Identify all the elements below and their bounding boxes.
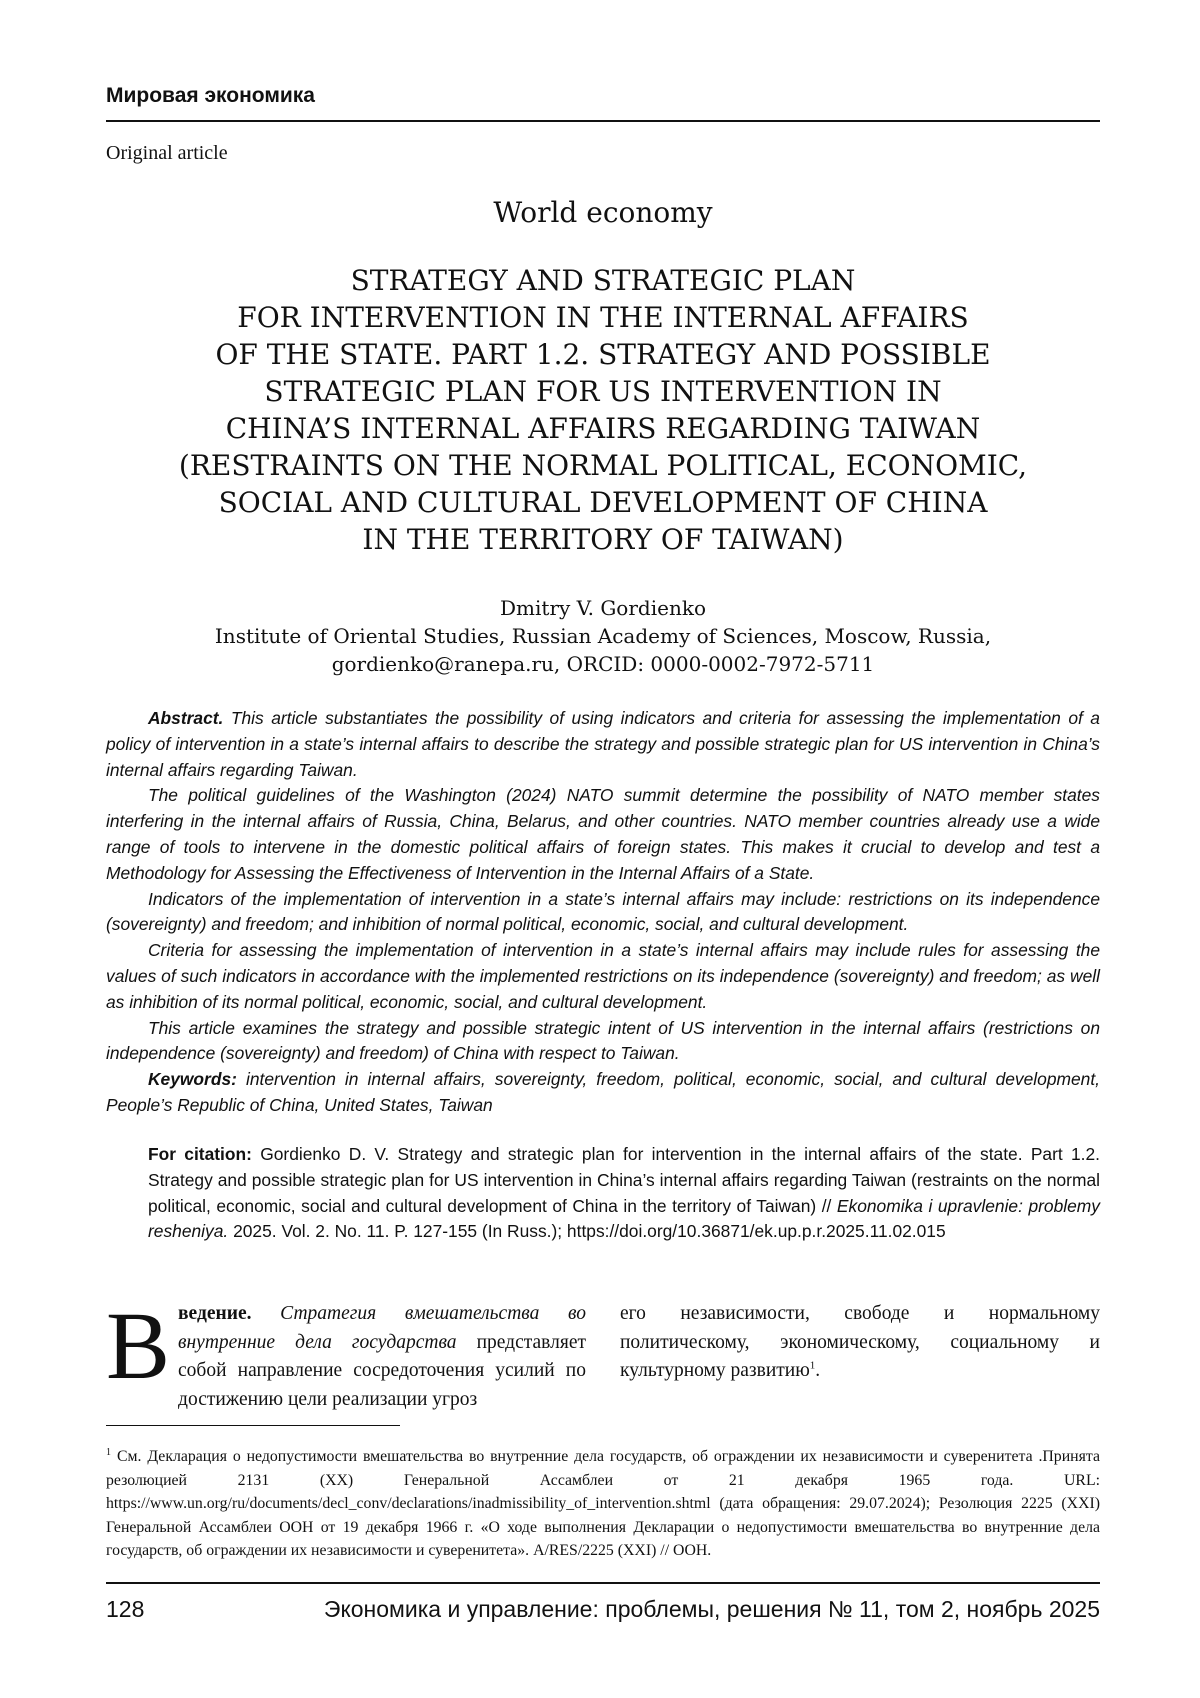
footnote-mark: 1 (106, 1447, 111, 1458)
abstract-label: Abstract. (148, 708, 223, 728)
journal-footer: Экономика и управление: проблемы, решения № 11, том 2, ноябрь 2025 (324, 1596, 1100, 1623)
title-line: SOCIAL AND CULTURAL DEVELOPMENT OF CHINA (106, 484, 1100, 521)
running-head: Мировая экономика (106, 84, 315, 108)
page-number: 128 (106, 1596, 144, 1623)
author-block (106, 594, 1100, 678)
title-line: STRATEGIC PLAN FOR US INTERVENTION IN (106, 373, 1100, 410)
keywords (106, 1067, 1100, 1119)
title-line: STRATEGY AND STRATEGIC PLAN (106, 262, 1100, 299)
abstract-paragraph (106, 706, 1100, 783)
title-line: (RESTRAINTS ON THE NORMAL POLITICAL, ECONOMIC, (106, 447, 1100, 484)
abstract-paragraph: Indicators of the implementation of intervention in a state’s internal affairs may include: restrictions on its independence (sovereignty) and freedom; and inhibition of normal political, economic, social, and cultural development. (106, 887, 1100, 939)
citation (148, 1142, 1100, 1245)
abstract-paragraph: Criteria for assessing the implementation of intervention in a state’s internal affairs may include rules for assessing the values of such indicators in accordance with the implemented restrictions on its independence (sovereignty) and freedom; as well as inhibition of its normal political, economic, social, and cultural development. (106, 938, 1100, 1015)
article-title (106, 262, 1100, 558)
intro-emphasis: Стратегия вмешательства во внутренние дела государства (178, 1303, 586, 1353)
citation-text: Gordienko D. V. Strategy and strategic plan for intervention in the internal affairs of the state. Part 1.2. Strategy and possible strategic plan for US intervention in China’s internal affairs regarding Taiwan (restraints on the normal political, economic, social and cultural development of China in the territory of Taiwan) // (148, 1144, 1100, 1216)
citation-details: 2025. Vol. 2. No. 11. P. 127-155 (In Russ.); https://doi.org/10.36871/ek.up.p.r.2025.11.02.015 (233, 1221, 946, 1241)
body-column-left (106, 1300, 586, 1414)
intro-text: представляет собой направление сосредоточения усилий по достижению цели реализации угроз (178, 1332, 586, 1410)
abstract-text: This article substantiates the possibility of using indicators and criteria for assessing the implementation of a policy of intervention in a state’s internal affairs to describe the strategy and possible strategic plan for US intervention in China’s internal affairs regarding Taiwan. (106, 708, 1100, 780)
author-name: Dmitry V. Gordienko (106, 594, 1100, 622)
body-text: его независимости, свободе и нормальному политическому, экономическому, социальному и культурному развитию (620, 1303, 1100, 1381)
header-rule (106, 120, 1100, 122)
citation-label: For citation: (148, 1144, 252, 1164)
body-column-right (620, 1300, 1100, 1386)
intro-lead: ведение. (178, 1303, 251, 1324)
footnote (106, 1445, 1100, 1563)
article-type: Original article (106, 142, 228, 165)
footnote-text: См. Декларация о недопустимости вмешательства во внутренние дела государств, об ограждении их независимости и суверенитета .Принята резолюцией 2131 (XX) Генеральной Ассамблеи от 21 декабря 1965 года. URL: https://www.un.org/ru/documents/decl_conv/declarations/inadmissibility_of_intervention.shtml (дата обращения: 29.07.2024); Резолюция 2225 (XXI) Генеральной Ассамблеи ООН от 19 декабря 1966 г. «О ходе выполнения Декларации о недопустимости вмешательства во внутренние дела государств, об ограждении их независимости и суверенитета». A/RES/2225 (XXI) // ООН. (106, 1448, 1100, 1559)
title-line: FOR INTERVENTION IN THE INTERNAL AFFAIRS (106, 299, 1100, 336)
citation-journal: Ekonomika i upravlenie: problemy resheniya. (148, 1196, 1100, 1242)
footer-rule (106, 1582, 1100, 1584)
footnote-rule (106, 1425, 400, 1426)
title-line: CHINA’S INTERNAL AFFAIRS REGARDING TAIWAN (106, 410, 1100, 447)
abstract-paragraph: This article examines the strategy and possible strategic intent of US intervention in the internal affairs (restrictions on independence (sovereignty) and freedom) of China with respect to Taiwan. (106, 1016, 1100, 1068)
abstract (106, 706, 1100, 1119)
journal-page (0, 0, 1200, 1698)
body-text-end: . (815, 1360, 820, 1381)
keywords-label: Keywords: (148, 1069, 237, 1089)
section-title: World economy (106, 196, 1100, 229)
title-line: OF THE STATE. PART 1.2. STRATEGY AND POSSIBLE (106, 336, 1100, 373)
keywords-text: intervention in internal affairs, sovereignty, freedom, political, economic, social, and cultural development, People’s Republic of China, United States, Taiwan (106, 1069, 1100, 1115)
drop-cap: В (106, 1306, 170, 1386)
title-line: IN THE TERRITORY OF TAIWAN) (106, 521, 1100, 558)
footnote-reference[interactable]: 1 (810, 1360, 816, 1372)
author-affiliation: Institute of Oriental Studies, Russian Academy of Sciences, Moscow, Russia, (106, 622, 1100, 650)
author-contact: gordienko@ranepa.ru, ORCID: 0000-0002-7972-5711 (106, 650, 1100, 678)
abstract-paragraph: The political guidelines of the Washington (2024) NATO summit determine the possibility of NATO member states interfering in the internal affairs of Russia, China, Belarus, and other countries. NATO member countries already use a wide range of tools to intervene in the domestic political affairs of foreign states. This makes it crucial to develop and test a Methodology for Assessing the Effectiveness of Intervention in the Internal Affairs of a State. (106, 783, 1100, 886)
